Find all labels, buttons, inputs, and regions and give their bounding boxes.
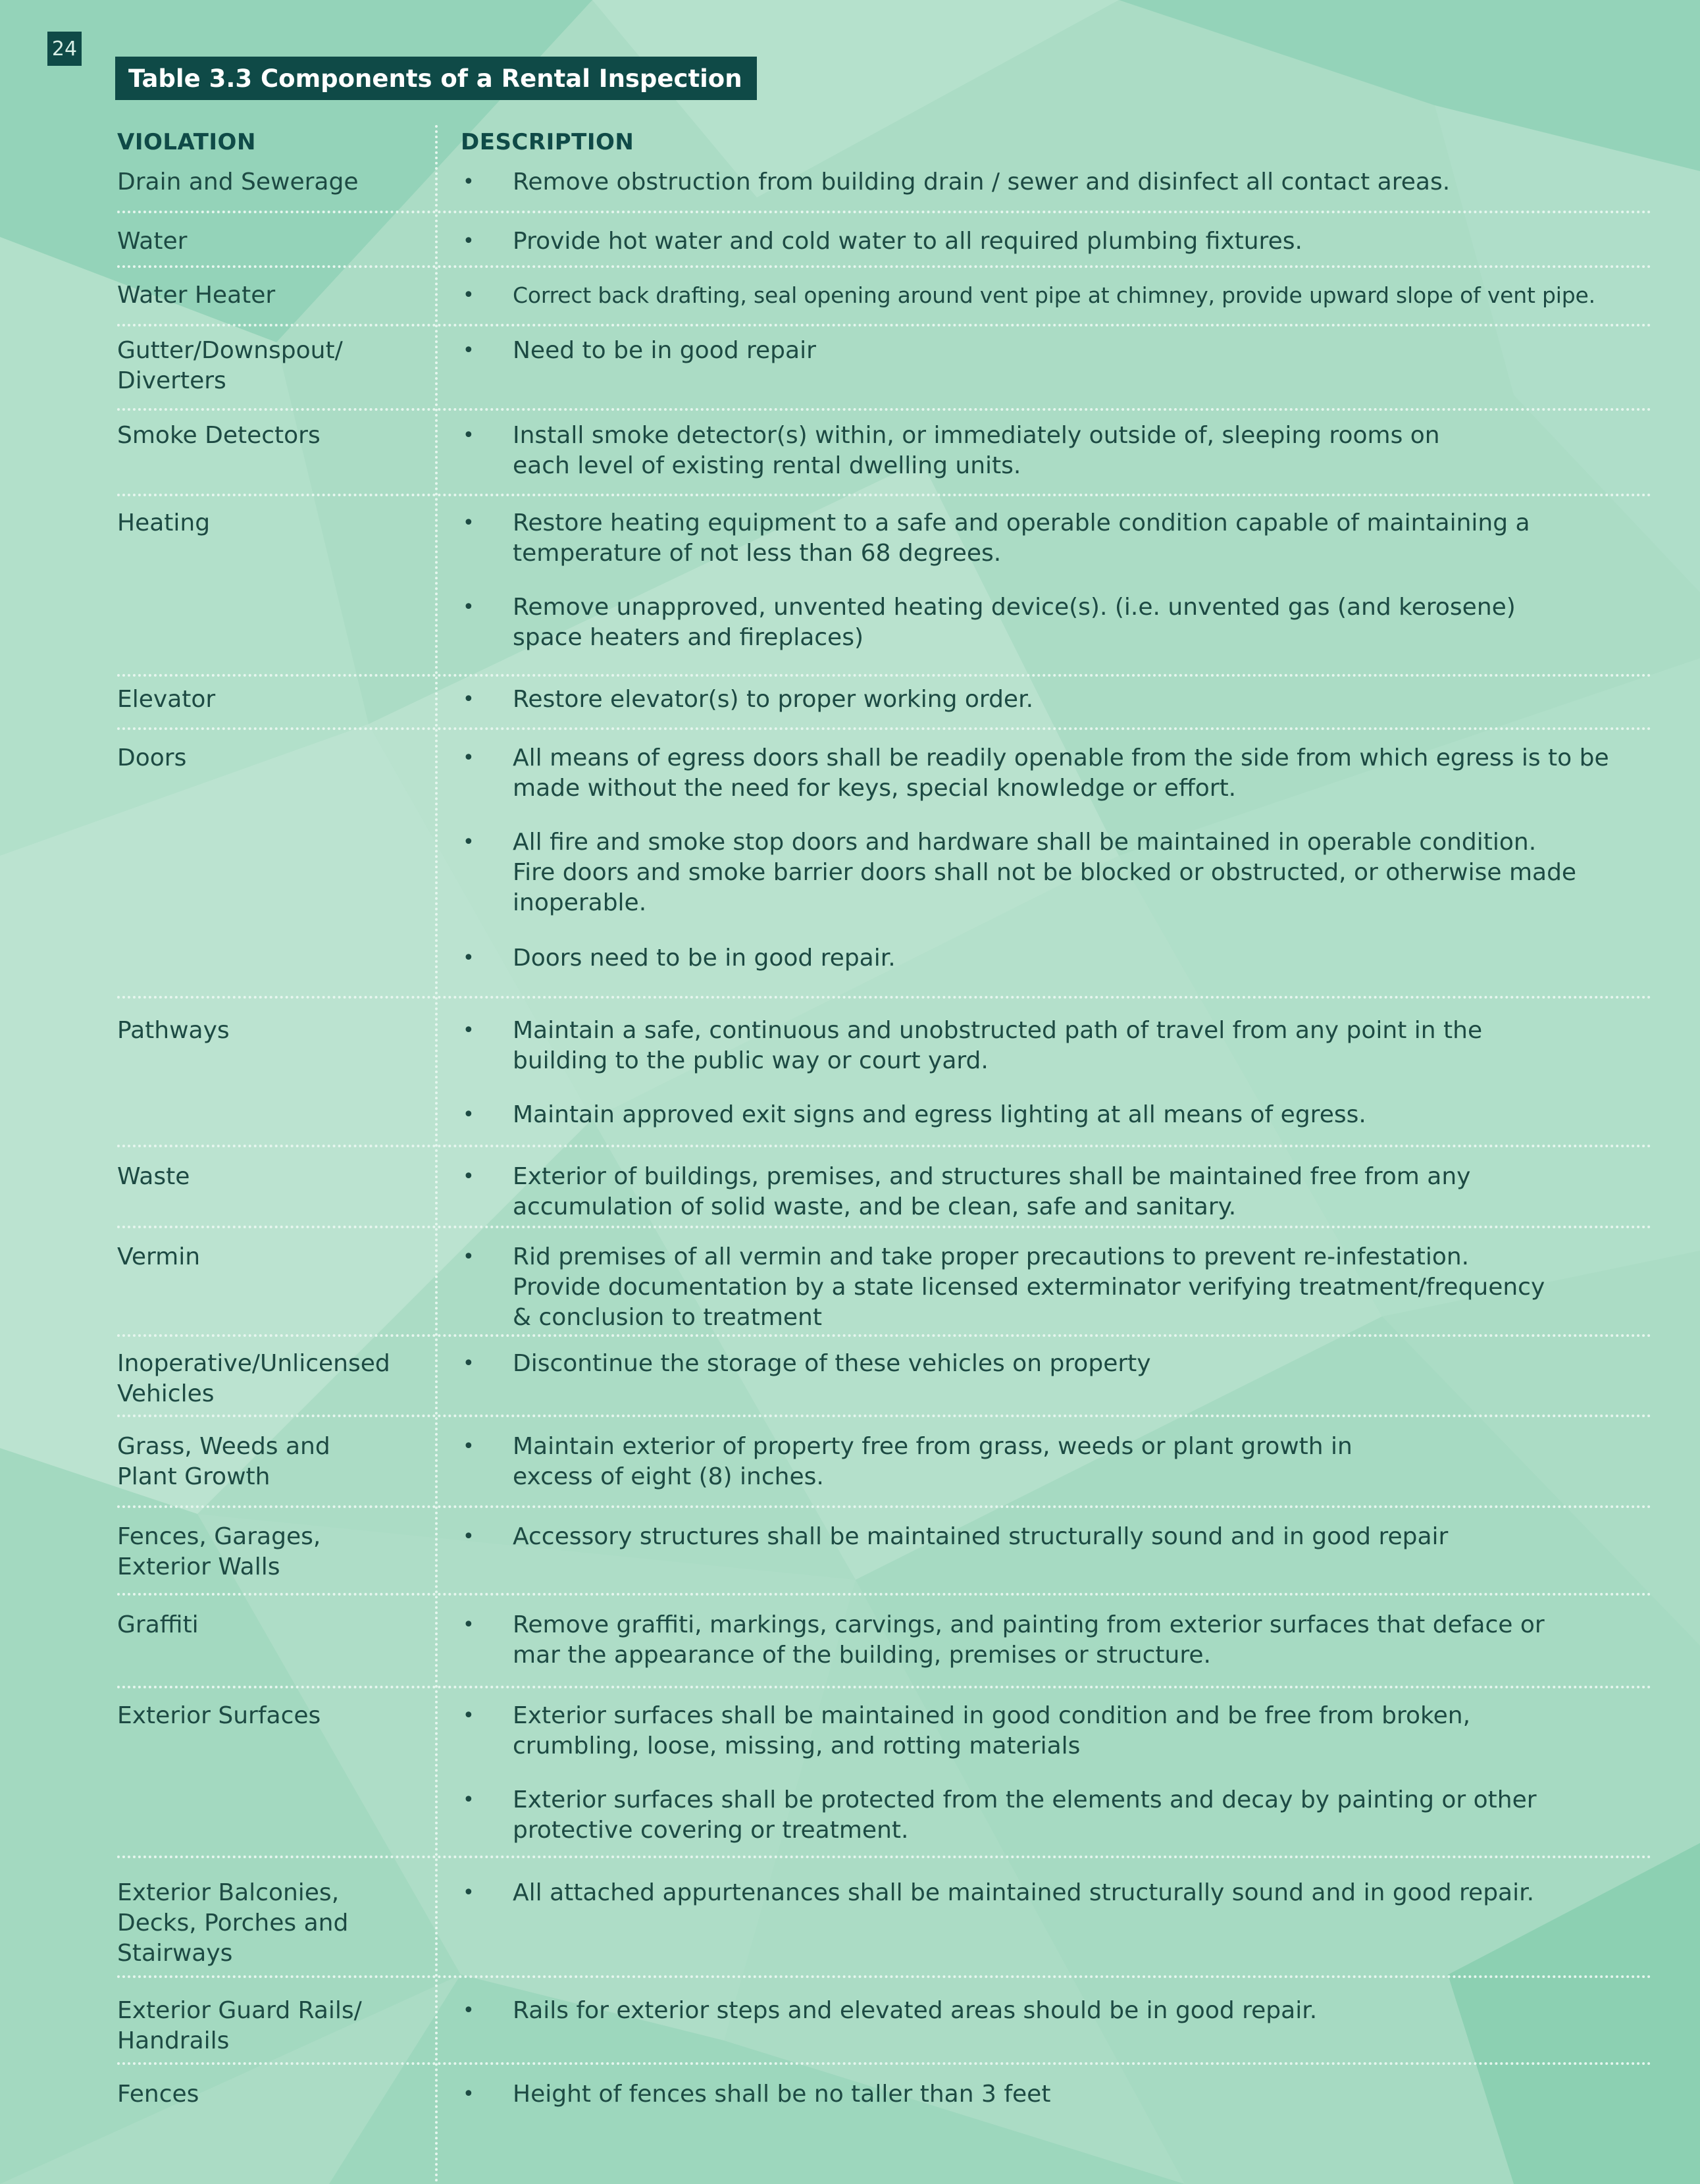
bullet-icon: • xyxy=(463,1704,475,1727)
description-text: Remove unapproved, unvented heating device(s). (i.e. unvented gas (and kerosene) space heaters and fireplaces) xyxy=(513,594,1516,651)
bullet-icon: • xyxy=(463,170,475,194)
description-text: Maintain a safe, continuous and unobstructed path of travel from any point in the building to the public way or court yard. xyxy=(513,1017,1483,1074)
row-separator xyxy=(117,265,1652,268)
bullet-icon: • xyxy=(463,831,475,854)
description-text: All attached appurtenances shall be maintained structurally sound and in good repair. xyxy=(513,1879,1535,1906)
violation-column-header: VIOLATION xyxy=(117,129,256,155)
bullet-icon: • xyxy=(463,2083,475,2106)
bullet-icon: • xyxy=(463,1613,475,1636)
description-text: Height of fences shall be no taller than 3 feet xyxy=(513,2081,1051,2108)
bullet-icon: • xyxy=(463,596,475,619)
bullet-icon: • xyxy=(463,284,475,307)
description-text: Maintain exterior of property free from grass, weeds or plant growth in excess of eight (8) inches. xyxy=(513,1433,1352,1490)
bullet-icon: • xyxy=(463,230,475,253)
violation-label: Vermin xyxy=(117,1243,201,1270)
row-separator xyxy=(117,1145,1652,1147)
bullet-icon: • xyxy=(463,1245,475,1268)
description-text: Exterior surfaces shall be maintained in good condition and be free from broken, crumbling, loose, missing, and rotting materials xyxy=(513,1702,1471,1759)
description-text: Remove obstruction from building drain / sewer and disinfect all contact areas. xyxy=(513,169,1451,195)
description-text: All means of egress doors shall be readily openable from the side from which egress is to be made without the need for keys, special knowledge or effort. xyxy=(513,744,1609,802)
bullet-icon: • xyxy=(463,339,475,362)
violation-label: Fences xyxy=(117,2081,199,2108)
violation-label: Elevator xyxy=(117,686,216,713)
bullet-icon: • xyxy=(463,511,475,534)
row-separator xyxy=(117,211,1652,213)
description-text: Discontinue the storage of these vehicles on property xyxy=(513,1350,1151,1377)
violation-label: Exterior Balconies, Decks, Porches and Stairways xyxy=(117,1879,349,1967)
row-separator xyxy=(117,494,1652,496)
row-separator xyxy=(117,1593,1652,1596)
column-divider xyxy=(435,125,438,2184)
bullet-icon: • xyxy=(463,947,475,970)
violation-label: Heating xyxy=(117,509,211,536)
violation-label: Water Heater xyxy=(117,282,276,309)
description-text: Accessory structures shall be maintained structurally sound and in good repair xyxy=(513,1523,1449,1550)
description-column-header: DESCRIPTION xyxy=(461,129,634,155)
bullet-icon: • xyxy=(463,1165,475,1188)
page-number: 24 xyxy=(47,32,82,66)
description-text: Maintain approved exit signs and egress lighting at all means of egress. xyxy=(513,1101,1366,1128)
description-text: Exterior of buildings, premises, and structures shall be maintained free from any accumulation of solid waste, and be clean, safe and sanitary. xyxy=(513,1163,1471,1220)
row-separator xyxy=(117,996,1652,999)
violation-label: Drain and Sewerage xyxy=(117,169,359,195)
description-text: Restore heating equipment to a safe and operable condition capable of maintaining a temperature of not less than 68 degrees. xyxy=(513,509,1530,567)
violation-label: Exterior Surfaces xyxy=(117,1702,321,1729)
violation-label: Exterior Guard Rails/ Handrails xyxy=(117,1997,362,2054)
row-separator xyxy=(117,1856,1652,1858)
bullet-icon: • xyxy=(463,1788,475,1811)
description-text: Rid premises of all vermin and take proper precautions to prevent re-infestation. Provide documentation by a state licensed exterminator verifying treatment/frequency & conclusion to treatment xyxy=(513,1243,1545,1331)
violation-label: Doors xyxy=(117,744,187,771)
violation-label: Inoperative/Unlicensed Vehicles xyxy=(117,1350,390,1407)
row-separator xyxy=(117,674,1652,677)
violation-label: Fences, Garages, Exterior Walls xyxy=(117,1523,321,1580)
description-text: All fire and smoke stop doors and hardware shall be maintained in operable condition. Fire doors and smoke barrier doors shall not be blocked or obstructed, or otherwise made inoperable. xyxy=(513,829,1577,916)
bullet-icon: • xyxy=(463,1881,475,1904)
bullet-icon: • xyxy=(463,1019,475,1042)
bullet-icon: • xyxy=(463,688,475,711)
description-text: Exterior surfaces shall be protected from the elements and decay by painting or other protective covering or treatment. xyxy=(513,1786,1537,1844)
violation-label: Waste xyxy=(117,1163,190,1190)
row-separator xyxy=(117,1226,1652,1228)
description-text: Doors need to be in good repair. xyxy=(513,945,896,972)
bullet-icon: • xyxy=(463,746,475,769)
row-separator xyxy=(117,727,1652,730)
row-separator xyxy=(117,2062,1652,2065)
bullet-icon: • xyxy=(463,1103,475,1126)
row-separator xyxy=(117,1415,1652,1417)
bullet-icon: • xyxy=(463,424,475,447)
violation-label: Graffiti xyxy=(117,1611,199,1638)
violation-label: Gutter/Downspout/ Diverters xyxy=(117,337,343,394)
violation-label: Water xyxy=(117,228,188,255)
row-separator xyxy=(117,1505,1652,1508)
row-separator xyxy=(117,408,1652,411)
violation-label: Pathways xyxy=(117,1017,230,1044)
violation-label: Grass, Weeds and Plant Growth xyxy=(117,1433,330,1490)
description-text: Remove graffiti, markings, carvings, and painting from exterior surfaces that deface or mar the appearance of the building, premises or structure. xyxy=(513,1611,1545,1669)
table-title: Table 3.3 Components of a Rental Inspection xyxy=(115,57,757,100)
violation-label: Smoke Detectors xyxy=(117,422,321,449)
description-text: Rails for exterior steps and elevated areas should be in good repair. xyxy=(513,1997,1318,2024)
description-text: Restore elevator(s) to proper working order. xyxy=(513,686,1034,713)
row-separator xyxy=(117,1975,1652,1978)
description-text: Correct back drafting, seal opening around vent pipe at chimney, provide upward slope of vent pipe. xyxy=(513,282,1595,308)
bullet-icon: • xyxy=(463,1999,475,2022)
bullet-icon: • xyxy=(463,1525,475,1548)
description-text: Need to be in good repair xyxy=(513,337,816,364)
description-text: Provide hot water and cold water to all required plumbing fixtures. xyxy=(513,228,1302,255)
row-separator xyxy=(117,1686,1652,1688)
bullet-icon: • xyxy=(463,1435,475,1458)
description-text: Install smoke detector(s) within, or immediately outside of, sleeping rooms on each level of existing rental dwelling units. xyxy=(513,422,1440,479)
bullet-icon: • xyxy=(463,1352,475,1375)
row-separator xyxy=(117,1334,1652,1337)
row-separator xyxy=(117,324,1652,326)
